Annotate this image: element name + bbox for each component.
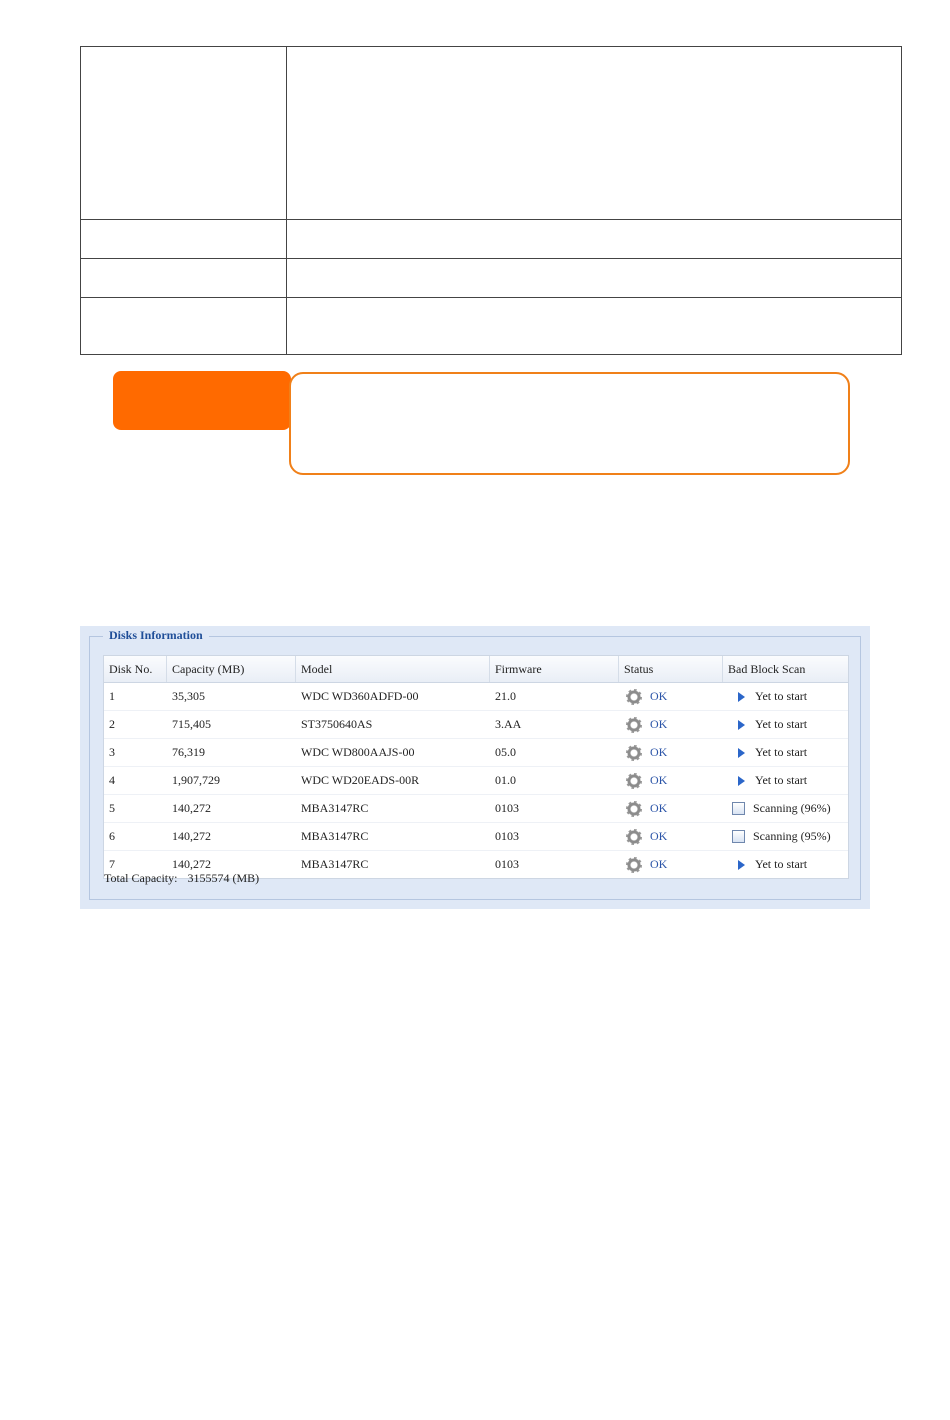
table-row[interactable] <box>104 711 848 739</box>
status-text: OK <box>650 689 668 703</box>
status-text: OK <box>650 745 668 759</box>
disk-status <box>619 711 723 738</box>
note-box <box>289 372 850 475</box>
disk-status <box>619 795 723 822</box>
disks-information-legend: Disks Information <box>103 628 209 643</box>
scan-status-text: Yet to start <box>755 689 808 703</box>
column-header-disk-no[interactable]: Disk No. <box>104 656 167 682</box>
scan-status-text: Yet to start <box>755 717 808 731</box>
total-capacity <box>104 871 259 886</box>
bad-block-scan[interactable] <box>723 683 848 710</box>
disk-no: 5 <box>109 801 115 815</box>
disk-no: 7 <box>109 857 115 871</box>
disk-no: 3 <box>109 745 115 759</box>
disk-status <box>619 767 723 794</box>
play-icon[interactable] <box>738 692 745 702</box>
column-header-firmware[interactable]: Firmware <box>490 656 619 682</box>
disk-capacity: 1,907,729 <box>172 773 220 787</box>
status-text: OK <box>650 717 668 731</box>
disk-status <box>619 851 723 878</box>
bad-block-scan[interactable] <box>723 823 848 850</box>
play-icon[interactable] <box>738 860 745 870</box>
disk-capacity: 35,305 <box>172 689 205 703</box>
table-row[interactable] <box>104 683 848 711</box>
disk-firmware: 0103 <box>495 857 519 871</box>
table-row-divider <box>81 297 901 298</box>
table-row[interactable] <box>104 823 848 851</box>
disk-capacity: 140,272 <box>172 801 211 815</box>
scan-status-text: Yet to start <box>755 745 808 759</box>
disk-capacity: 76,319 <box>172 745 205 759</box>
gear-icon <box>626 801 642 817</box>
total-capacity-value: 3155574 (MB) <box>187 871 260 885</box>
scan-status-text: Yet to start <box>755 773 808 787</box>
disk-model: WDC WD360ADFD-00 <box>301 689 419 703</box>
play-icon[interactable] <box>738 776 745 786</box>
document-table <box>80 46 902 355</box>
table-row[interactable] <box>104 795 848 823</box>
disk-firmware: 3.AA <box>495 717 522 731</box>
disk-model: WDC WD800AAJS-00 <box>301 745 415 759</box>
disk-capacity: 140,272 <box>172 857 211 871</box>
disk-firmware: 0103 <box>495 829 519 843</box>
disk-firmware: 21.0 <box>495 689 516 703</box>
status-text: OK <box>650 857 668 871</box>
table-row-divider <box>81 219 901 220</box>
bad-block-scan[interactable] <box>723 711 848 738</box>
gear-icon <box>626 717 642 733</box>
disk-no: 2 <box>109 717 115 731</box>
play-icon[interactable] <box>738 720 745 730</box>
checkbox-icon[interactable] <box>732 830 745 843</box>
table-row-divider <box>81 258 901 259</box>
disks-table <box>103 655 849 879</box>
disk-no: 6 <box>109 829 115 843</box>
checkbox-icon[interactable] <box>732 802 745 815</box>
disk-model: MBA3147RC <box>301 801 369 815</box>
table-header-row <box>104 656 848 683</box>
table-row[interactable] <box>104 767 848 795</box>
status-text: OK <box>650 829 668 843</box>
disk-capacity: 715,405 <box>172 717 211 731</box>
disk-status <box>619 739 723 766</box>
bad-block-scan[interactable] <box>723 795 848 822</box>
table-column-divider <box>286 47 287 354</box>
bad-block-scan[interactable] <box>723 767 848 794</box>
column-header-capacity[interactable]: Capacity (MB) <box>167 656 296 682</box>
gear-icon <box>626 745 642 761</box>
disk-no: 4 <box>109 773 115 787</box>
disk-model: WDC WD20EADS-00R <box>301 773 420 787</box>
column-header-bad-block-scan[interactable]: Bad Block Scan <box>728 661 806 676</box>
disk-firmware: 05.0 <box>495 745 516 759</box>
disk-firmware: 01.0 <box>495 773 516 787</box>
disk-status <box>619 683 723 710</box>
scan-status-text: Yet to start <box>755 857 808 871</box>
bad-block-scan[interactable] <box>723 739 848 766</box>
table-row[interactable] <box>104 739 848 767</box>
scan-status-text: Scanning (95%) <box>753 829 831 843</box>
disk-model: MBA3147RC <box>301 829 369 843</box>
gear-icon <box>626 829 642 845</box>
disk-capacity: 140,272 <box>172 829 211 843</box>
gear-icon <box>626 689 642 705</box>
note-label-tab <box>113 371 291 430</box>
disk-firmware: 0103 <box>495 801 519 815</box>
disk-model: ST3750640AS <box>301 717 373 731</box>
status-text: OK <box>650 801 668 815</box>
disk-status <box>619 823 723 850</box>
scan-status-text: Scanning (96%) <box>753 801 831 815</box>
gear-icon <box>626 857 642 873</box>
column-header-model[interactable]: Model <box>296 656 490 682</box>
gear-icon <box>626 773 642 789</box>
bad-block-scan[interactable] <box>723 851 848 878</box>
disk-model: MBA3147RC <box>301 857 369 871</box>
play-icon[interactable] <box>738 748 745 758</box>
disk-no: 1 <box>109 689 115 703</box>
column-header-status[interactable]: Status <box>619 656 723 682</box>
status-text: OK <box>650 773 668 787</box>
total-capacity-label: Total Capacity: <box>104 871 178 885</box>
